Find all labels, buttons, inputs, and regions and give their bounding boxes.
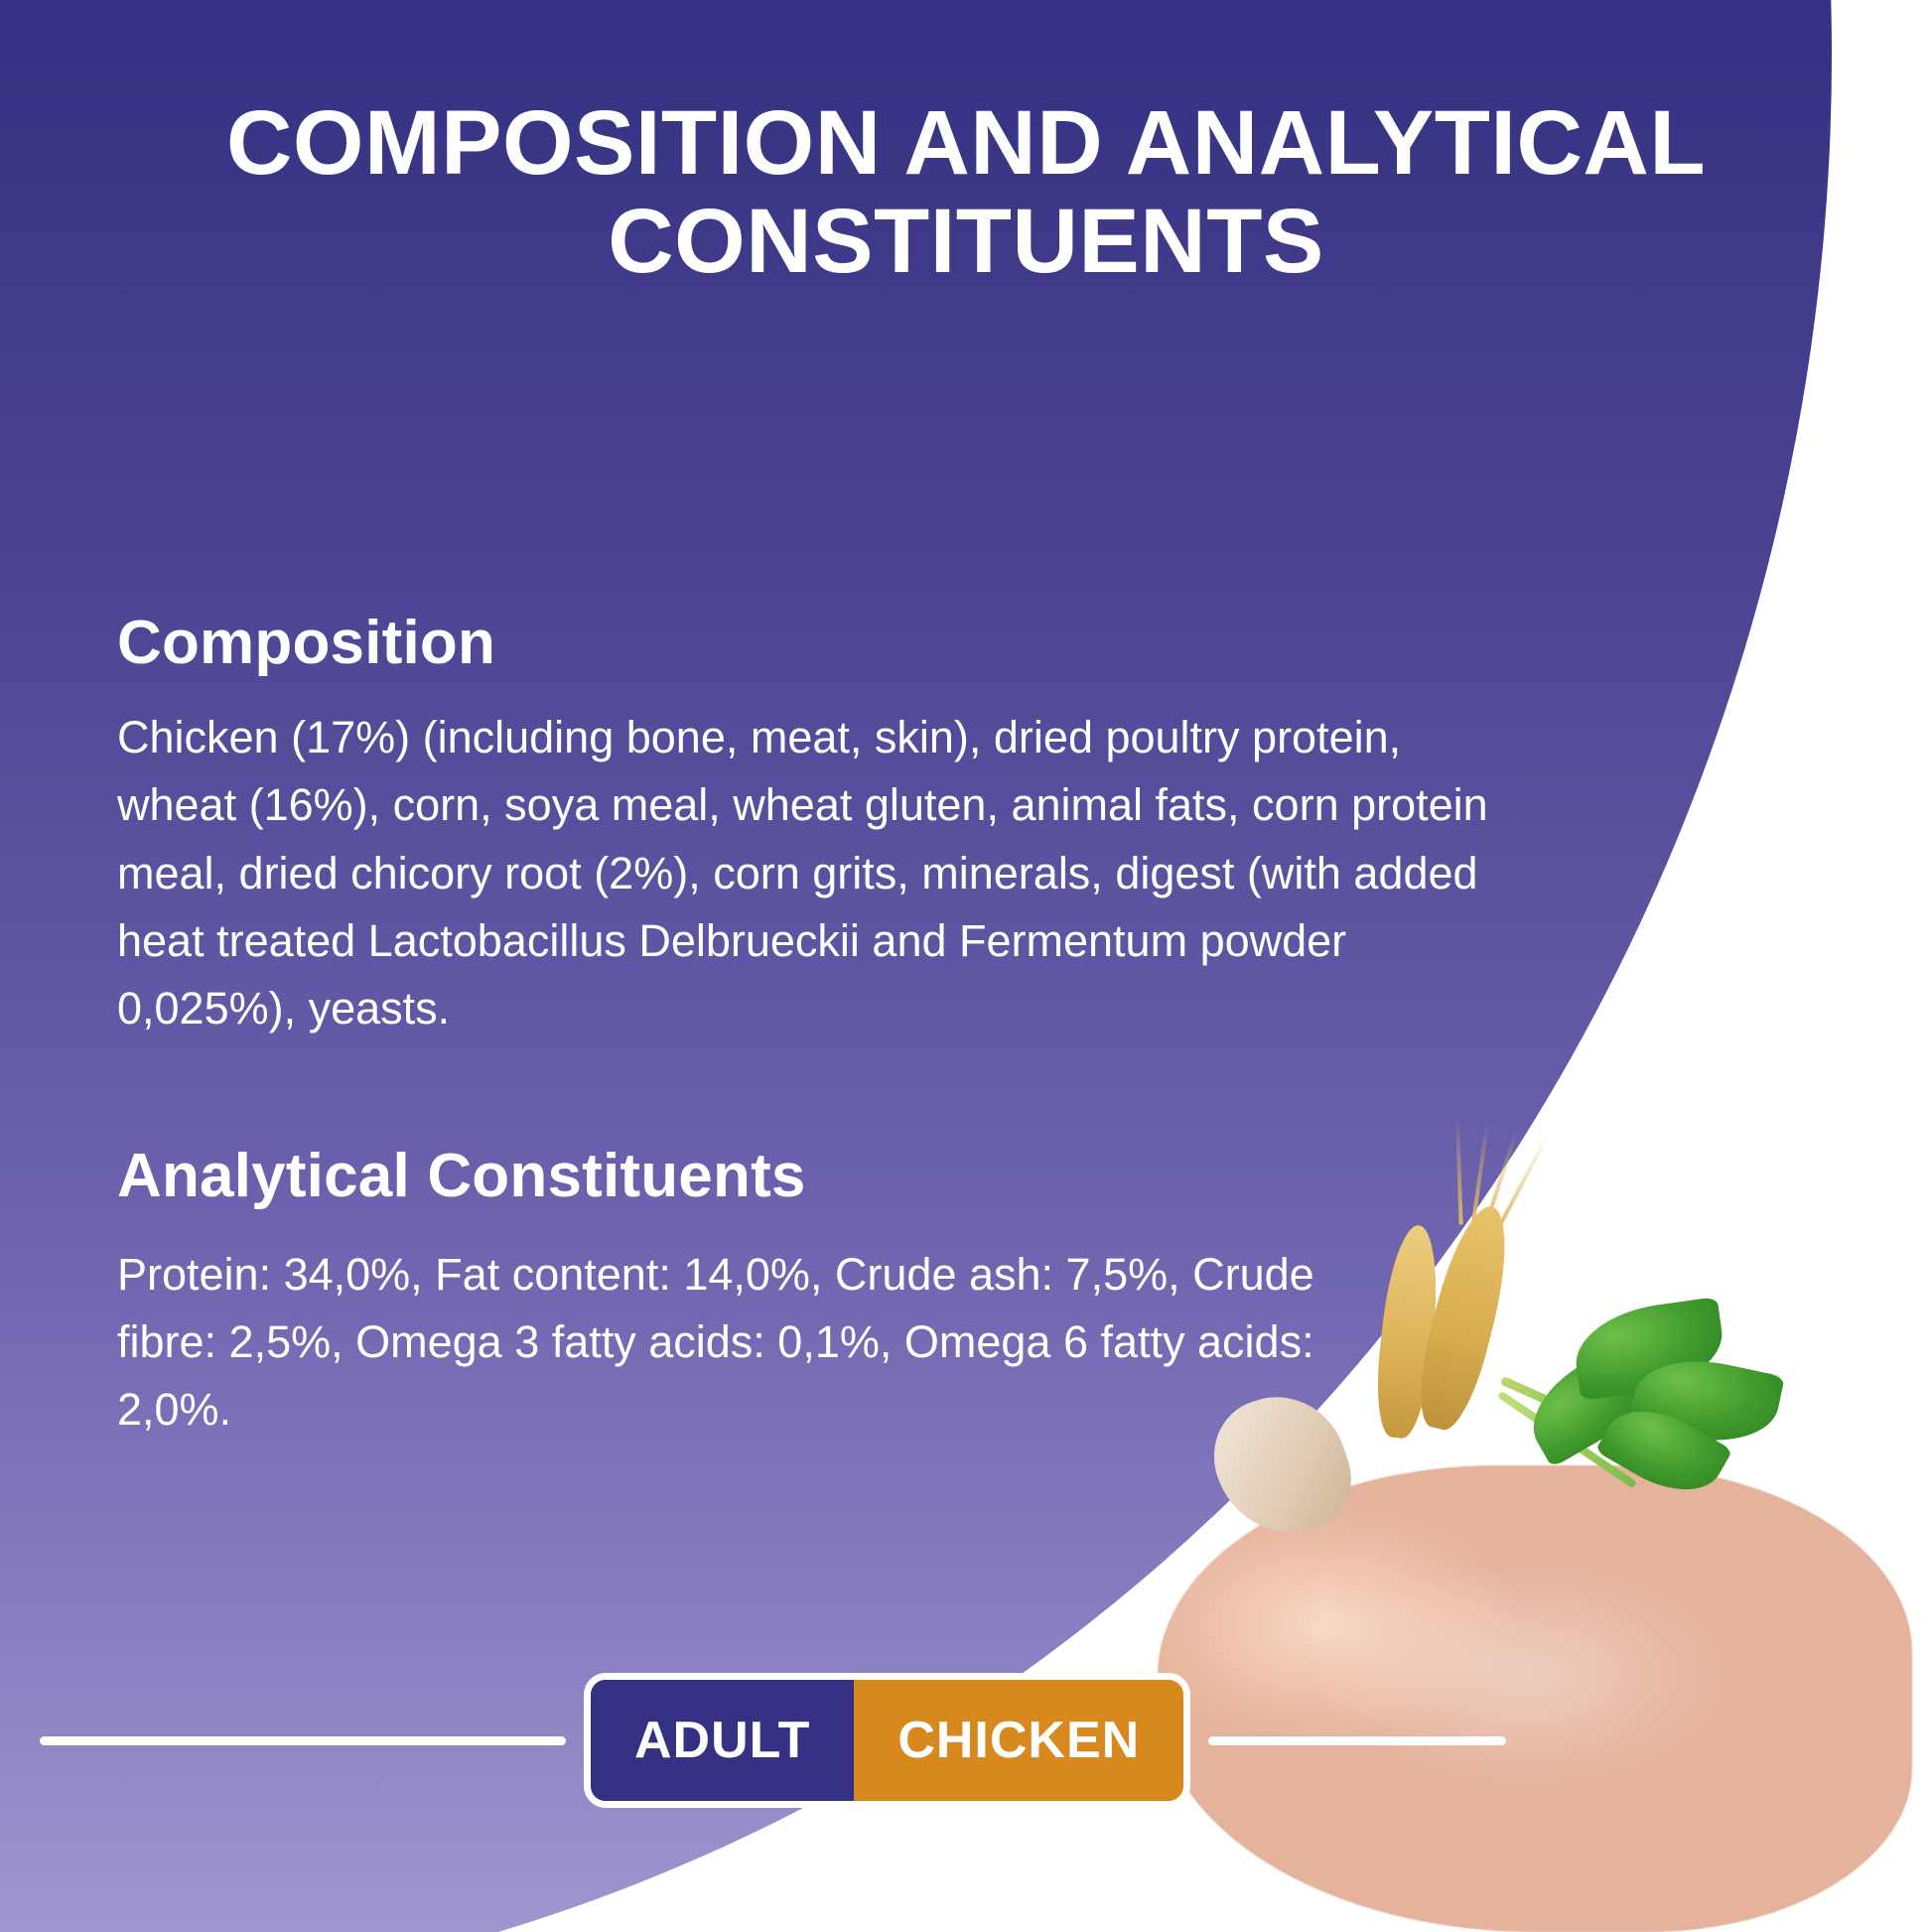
analytical-constituents-heading: Analytical Constituents (117, 1141, 806, 1210)
page-title: COMPOSITION AND ANALYTICAL CONSTITUENTS (225, 92, 1707, 293)
composition-heading: Composition (117, 608, 496, 677)
product-badge (584, 1673, 1190, 1808)
analytical-constituents-text: Protein: 34,0%, Fat content: 14,0%, Crude ash: 7,5%, Crude fibre: 2,5%, Omega 3 fatty acids: 0,1%, Omega 6 fatty acids: 2,0%. (117, 1248, 1314, 1436)
analytical-constituents-section (0, 1141, 1932, 1445)
bottom-badge-row (0, 1666, 1932, 1815)
divider-right (1208, 1736, 1506, 1745)
composition-section (0, 608, 1932, 1043)
badge-life-stage: ADULT (591, 1680, 854, 1801)
divider-left (40, 1736, 566, 1745)
badge-variant: CHICKEN (854, 1680, 1183, 1801)
composition-text: Chicken (17%) (including bone, meat, skin), dried poultry protein, wheat (16%), corn, soya meal, wheat gluten, animal fats, corn protein meal, dried chicory root (2%), corn grits, minerals, digest (with added heat treated Lactobacillus Delbrueckii and Fermentum powder 0,025%), yeasts. (117, 711, 1488, 1035)
